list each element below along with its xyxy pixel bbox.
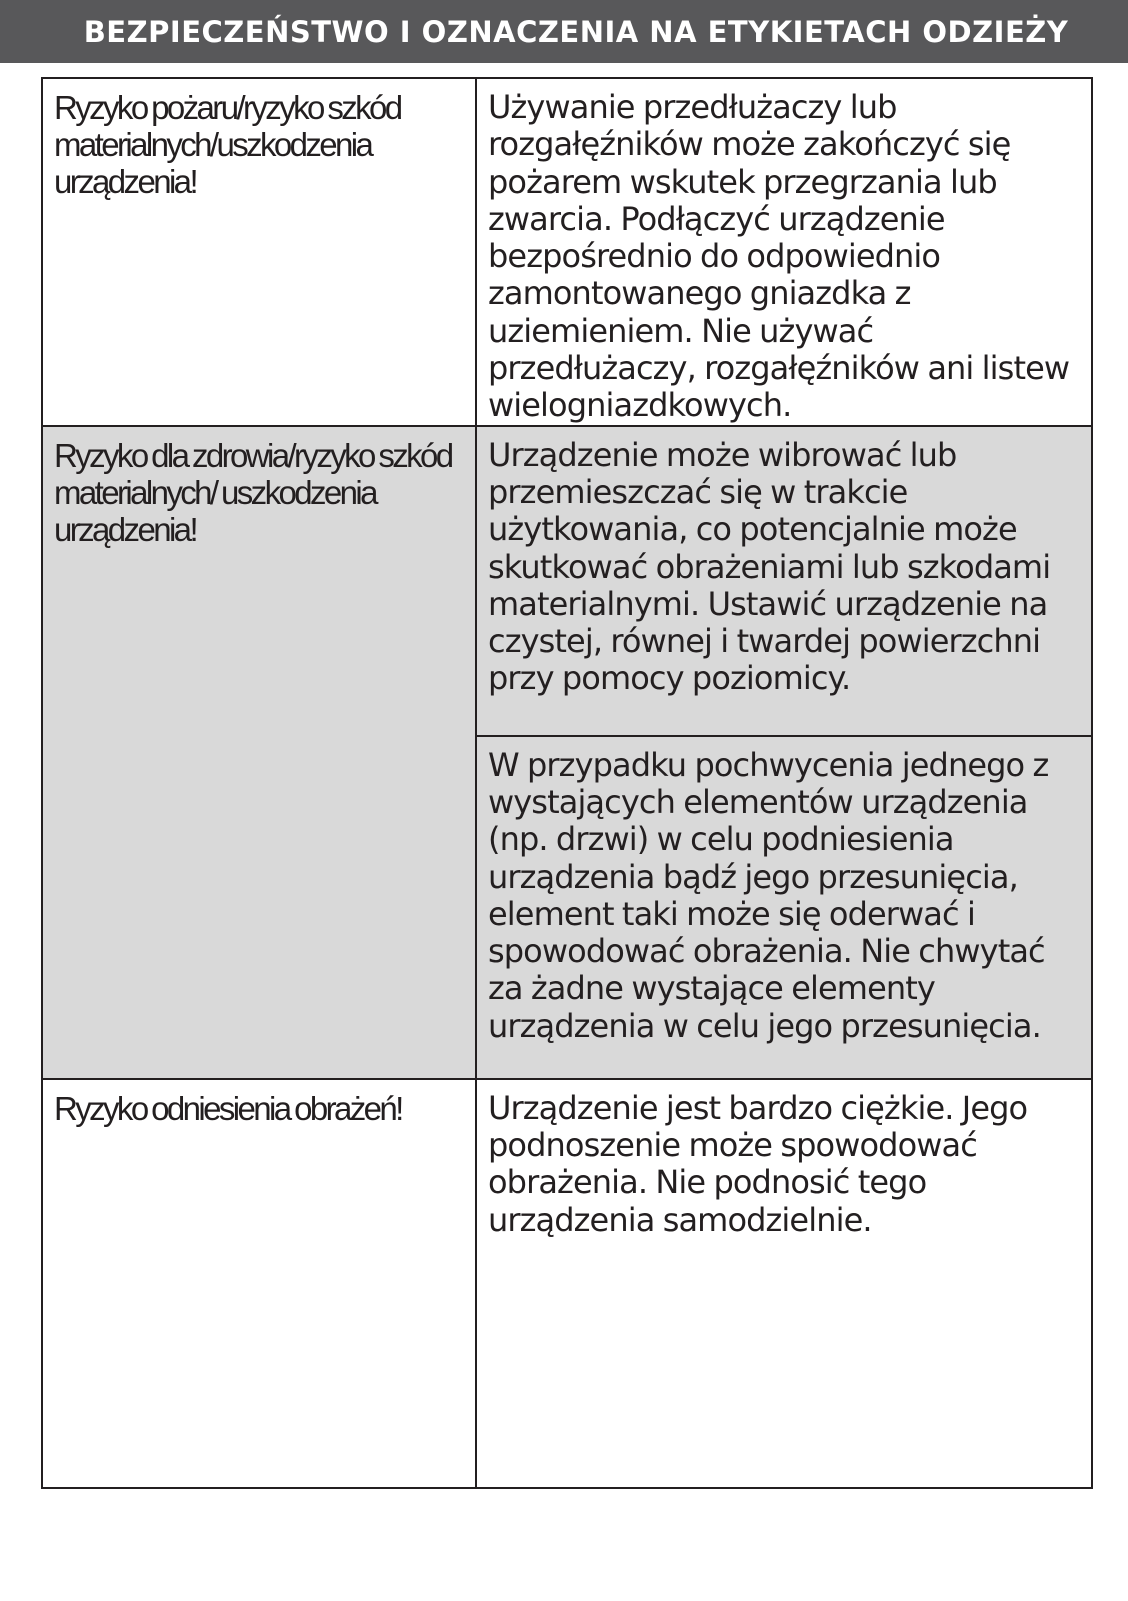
table-row bbox=[42, 78, 1092, 426]
risk-description: Używanie przedłużaczy lub rozgałęźników może zakończyć się pożarem wskutek przegrzania lub zwarcia. Podłączyć urządzenie bezpośrednio do odpowiednio zamontowanego gniazdka z uziemieniem. Nie używać przedłużaczy, rozgałęźników ani listew wielogniazdkowych. bbox=[488, 88, 1070, 425]
table-row bbox=[42, 1079, 1092, 1488]
description-cell bbox=[476, 426, 1092, 736]
risk-description: Urządzenie może wibrować lub przemieszczać się w trakcie użytkowania, co potencjalnie może skutkować obrażeniami lub szkodami materialnymi. Ustawić urządzenie na czystej, równej i twardej powierzchni przy pomocy poziomicy. bbox=[488, 435, 1051, 698]
header-bar bbox=[0, 0, 1128, 63]
page-title: BEZPIECZEŃSTWO I OZNACZENIA NA ETYKIETACH ODZIEŻY bbox=[83, 14, 1069, 49]
risk-cell bbox=[42, 426, 476, 1079]
description-cell bbox=[476, 78, 1092, 426]
safety-table bbox=[41, 77, 1093, 1489]
risk-description: W przypadku pochwycenia jednego z wystających elementów urządzenia (np. drzwi) w celu podniesienia urządzenia bądź jego przesunięcia, element taki może się oderwać i spowodować obrażenia. Nie chwytać za żadne wystające elementy urządzenia w celu jego przesunięcia. bbox=[488, 745, 1049, 1045]
risk-label: Ryzyko pożaru/ryzyko szkód materialnych/uszkodzenia urządzenia! bbox=[54, 89, 401, 200]
risk-description: Urządzenie jest bardzo ciężkie. Jego podnoszenie może spowodować obrażenia. Nie podnosić tego urządzenia samodzielnie. bbox=[488, 1088, 1028, 1239]
risk-label: Ryzyko odniesienia obrażeń! bbox=[54, 1089, 402, 1127]
risk-label: Ryzyko dla zdrowia/ryzyko szkód materialnych/ uszkodzenia urządzenia! bbox=[54, 436, 452, 548]
table-row bbox=[42, 426, 1092, 736]
risk-cell bbox=[42, 78, 476, 426]
description-cell bbox=[476, 1079, 1092, 1488]
risk-cell bbox=[42, 1079, 476, 1488]
description-cell bbox=[476, 736, 1092, 1079]
